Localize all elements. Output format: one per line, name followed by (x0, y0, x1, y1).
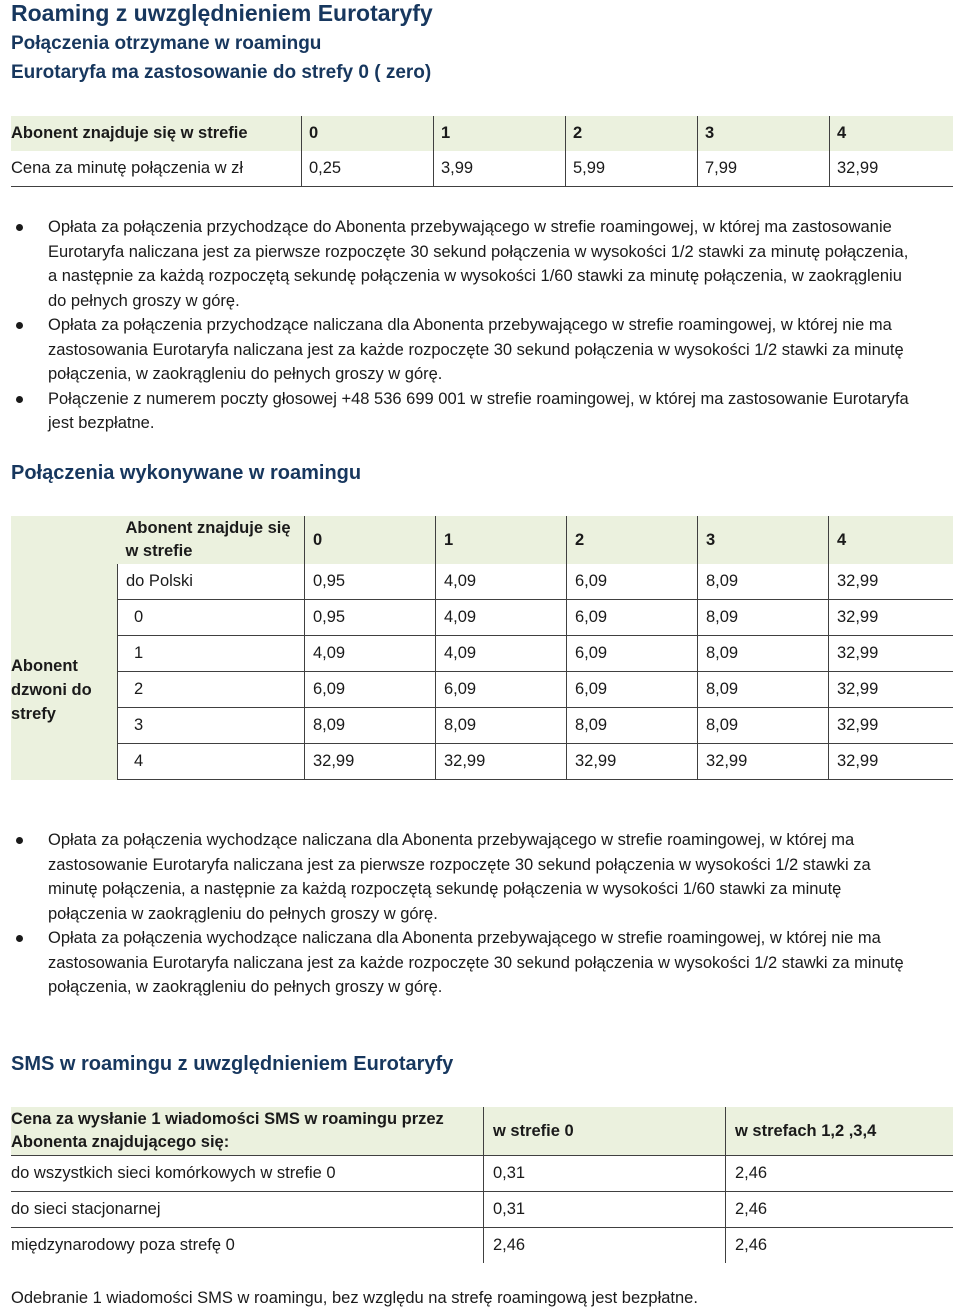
sms-header-zones: w strefach 1,2 ,3,4 (726, 1107, 954, 1156)
price-cell: 8,09 (305, 708, 436, 744)
outgoing-notes-list (11, 828, 911, 1000)
price-cell: 0,25 (302, 151, 434, 187)
row-group-label: Abonent dzwoni do strefy (11, 600, 118, 780)
sms-footer-note: Odebranie 1 wiadomości SMS w roamingu, bez względu na strefę roamingową jest bezpłatne. (11, 1289, 698, 1307)
price-cell: 4,09 (305, 636, 436, 672)
price-label: Cena za minutę połączenia w zł (11, 151, 302, 187)
price-cell: 0,95 (305, 564, 436, 600)
price-cell: 3,99 (434, 151, 566, 187)
table-row (11, 564, 953, 600)
price-cell: 6,09 (567, 600, 698, 636)
price-cell: 0,95 (305, 600, 436, 636)
list-item: Połączenie z numerem poczty głosowej +48 536 699 001 w strefie roamingowej, w której ma zastosowanie Eurotaryfa jest bezpłatne. (11, 387, 911, 436)
sms-heading: SMS w roamingu z uwzględnieniem Eurotaryfy (11, 1053, 454, 1075)
price-cell: 2,46 (484, 1228, 726, 1264)
price-cell: 32,99 (305, 744, 436, 780)
zone-cell: 4 (829, 516, 954, 564)
price-cell: 4,09 (436, 600, 567, 636)
price-cell: 2,46 (726, 1228, 954, 1264)
zone-label: 3 (118, 708, 305, 744)
sms-row-label: do sieci stacjonarnej (11, 1192, 484, 1228)
table-row (11, 600, 953, 636)
price-cell: 32,99 (829, 600, 954, 636)
outgoing-heading: Połączenia wykonywane w roamingu (11, 462, 362, 484)
zone-cell: 4 (830, 116, 954, 151)
price-cell: 32,99 (698, 744, 829, 780)
price-cell: 8,09 (698, 564, 829, 600)
price-cell: 6,09 (567, 636, 698, 672)
price-cell: 8,09 (698, 600, 829, 636)
sms-row-label: międzynarodowy poza strefę 0 (11, 1236, 235, 1254)
zone-label: 4 (118, 744, 305, 780)
received-heading: Połączenia otrzymane w roamingu (11, 33, 322, 54)
price-cell: 2,46 (726, 1192, 954, 1228)
price-cell: 5,99 (566, 151, 698, 187)
price-cell: 32,99 (830, 151, 954, 187)
table-row (11, 708, 953, 744)
list-item: Opłata za połączenia wychodzące naliczana dla Abonenta przebywającego w strefie roamingowej, w której ma zastosowanie Eurotaryfa naliczana jest za pierwsze rozpoczęte 30 sekund połączenia w wysokości 1/2 stawki za minutę połączenia, a następnie za każdą rozpoczętą sekundę połączenia w wysokości 1/60 stawki za minutę połączenia w zaokrągleniu do pełnych groszy w górę. (11, 828, 911, 926)
table-row (11, 1156, 953, 1192)
price-cell: 8,09 (567, 708, 698, 744)
table-row (11, 151, 953, 187)
table-row (11, 516, 953, 564)
zone-cell: 0 (302, 116, 434, 151)
sms-header-label: Cena za wysłanie 1 wiadomości SMS w roamingu przez Abonenta znajdującego się: (11, 1107, 484, 1156)
sms-row-label: do wszystkich sieci komórkowych w strefie 0 (11, 1156, 484, 1192)
zone-cell: 2 (567, 516, 698, 564)
price-cell: 0,31 (484, 1192, 726, 1228)
price-cell: 8,09 (698, 708, 829, 744)
header-label: Abonent znajduje się w strefie (11, 116, 302, 151)
zone-cell: 2 (566, 116, 698, 151)
price-cell: 32,99 (829, 564, 954, 600)
list-item: Opłata za połączenia wychodzące naliczana dla Abonenta przebywającego w strefie roamingowej, w której nie ma zastosowania Eurotaryfa naliczana jest za każde rozpoczęte 30 sekund połączenia w wysokości 1/2 stawki za minutę połączenia, w zaokrągleniu do pełnych groszy w górę. (11, 926, 911, 1000)
price-cell: 32,99 (829, 708, 954, 744)
table-row (11, 1107, 953, 1156)
table-row (11, 116, 953, 151)
header-label: Abonent znajduje się w strefie (118, 516, 305, 564)
zone-label: 0 (118, 600, 305, 636)
price-cell: 8,09 (698, 672, 829, 708)
price-cell: 6,09 (567, 672, 698, 708)
price-cell: 6,09 (305, 672, 436, 708)
price-cell: 4,09 (436, 564, 567, 600)
received-subheading: Eurotaryfa ma zastosowanie do strefy 0 ( zero) (11, 62, 432, 83)
zone-label: 1 (118, 636, 305, 672)
price-cell: 6,09 (567, 564, 698, 600)
price-cell: 32,99 (829, 636, 954, 672)
list-item: Opłata za połączenia przychodzące do Abonenta przebywającego w strefie roamingowej, w której ma zastosowanie Eurotaryfa naliczana jest za pierwsze rozpoczęte 30 sekund połączenia w wysokości 1/2 stawki za minutę połączenia, a następnie za każdą rozpoczętą sekundę połączenia w wysokości 1/60 stawki za minutę połączenia, w zaokrągleniu do pełnych groszy w górę. (11, 215, 911, 313)
zone-label: 2 (118, 672, 305, 708)
price-cell: 0,31 (484, 1156, 726, 1192)
sms-header-zone0: w strefie 0 (484, 1107, 726, 1156)
price-cell: 32,99 (567, 744, 698, 780)
price-cell: 2,46 (726, 1156, 954, 1192)
price-cell: 7,99 (698, 151, 830, 187)
zone-cell: 1 (436, 516, 567, 564)
received-price-table (11, 116, 953, 187)
zone-cell: 0 (305, 516, 436, 564)
corner-cell (11, 516, 118, 600)
price-cell: 32,99 (436, 744, 567, 780)
list-item: Opłata za połączenia przychodzące naliczana dla Abonenta przebywającego w strefie roamingowej, w której nie ma zastosowania Eurotaryfa naliczana jest za każde rozpoczęte 30 sekund połączenia w wysokości 1/2 stawki za minutę połączenia, w zaokrągleniu do pełnych groszy w górę. (11, 313, 911, 387)
page-title: Roaming z uwzględnieniem Eurotaryfy (11, 0, 433, 26)
price-cell: 32,99 (829, 672, 954, 708)
table-row (11, 744, 953, 780)
poland-label: do Polski (118, 564, 305, 600)
table-row (11, 1228, 953, 1264)
price-cell: 32,99 (829, 744, 954, 780)
price-cell: 8,09 (436, 708, 567, 744)
price-cell: 8,09 (698, 636, 829, 672)
zone-cell: 1 (434, 116, 566, 151)
table-row (11, 1192, 953, 1228)
table-row (11, 672, 953, 708)
price-cell: 4,09 (436, 636, 567, 672)
outgoing-price-table (11, 516, 953, 780)
sms-price-table (11, 1107, 953, 1263)
table-row (11, 636, 953, 672)
received-notes-list (11, 215, 911, 436)
price-cell: 6,09 (436, 672, 567, 708)
zone-cell: 3 (698, 516, 829, 564)
zone-cell: 3 (698, 116, 830, 151)
